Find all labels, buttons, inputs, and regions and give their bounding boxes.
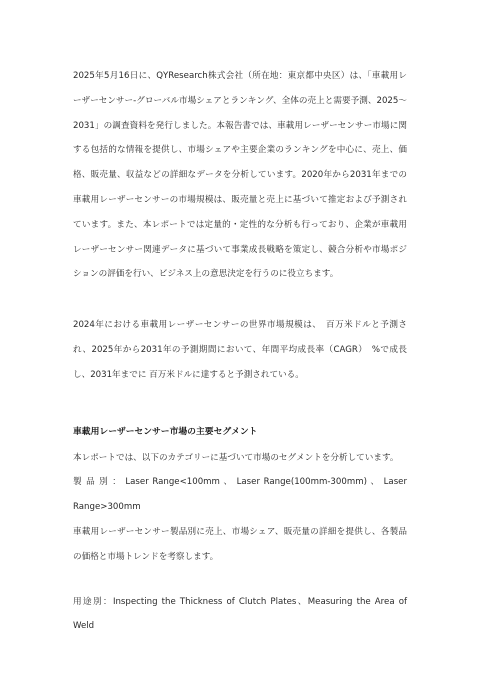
segment-intro: 本レポートでは、以下のカテゴリーに基づいて市場のセグメントを分析しています。 bbox=[73, 452, 399, 463]
spacer bbox=[73, 570, 407, 590]
market-size-paragraph: 2024年における車載用レーザーセンサーの世界市場規模は、 百万米ドルと予測され、2025年から2031年の予測期間において、年間平均成長率（CAGR） %で成長し、2031年までに 百万米ドルに達すると予測されている。 bbox=[73, 320, 407, 380]
document-body bbox=[73, 64, 407, 639]
intro-paragraph: 2025年5月16日に、QYResearch株式会社（所在地：東京都中央区）は、「車載用レーザーセンサー‐グローバル市場シェアとランキング、全体の売上と需要予測、2025〜2031」の調査資料を発行しました。本報告書では、車載用レーザーセンサー市場に関する包括的な情報を提供し、市場シェアや主要企業のランキングを中心に、売上、価格、販売量、収益などの詳細なデータを分析しています。2020年から2031年までの車載用レーザーセンサーの市場規模は、販売量と売上に基づいて推定および予測されています。また、本レポートでは定量的・定性的な分析も行っており、企業が車載用レーザーセンサー関連データに基づいて事業成長戦略を策定し、競合分析や市場ポジションの評価を行い、ビジネス上の意思決定を行うのに役立ちます。 bbox=[73, 71, 407, 280]
product-segment-line: 製 品 別 ： Laser Range<100mm 、 Laser Range(100mm-300mm) 、 Laser bbox=[73, 477, 407, 488]
application-segment-line: 用途別：Inspecting the Thickness of Clutch Plates、Measuring the Area of Weld bbox=[73, 596, 407, 632]
segment-heading: 車載用レーザーセンサー市場の主要セグメント bbox=[73, 426, 258, 437]
product-description: 車載用レーザーセンサー製品別に売上、市場シェア、販売量の詳細を提供し、各製品の価格と市場トレンドを考察します。 bbox=[73, 526, 407, 562]
product-segment-line-cont: Range>300mm bbox=[73, 502, 141, 513]
